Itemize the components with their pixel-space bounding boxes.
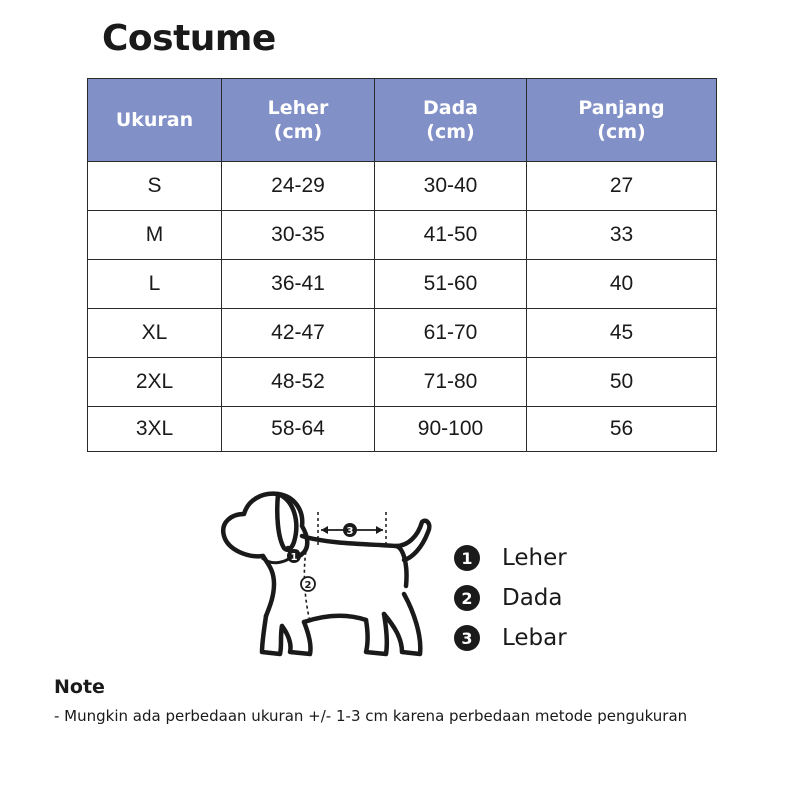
header-neck: Leher (cm) <box>222 79 375 162</box>
table-header-row <box>88 79 717 162</box>
cell-length: 45 <box>527 309 717 358</box>
dog-outline-icon <box>223 494 429 654</box>
cell-neck: 48-52 <box>222 358 375 407</box>
cell-length: 40 <box>527 260 717 309</box>
svg-text:2: 2 <box>304 580 312 591</box>
page-title: Costume <box>102 18 276 59</box>
legend-item-neck <box>454 538 567 578</box>
table-row <box>88 260 717 309</box>
dog-measurement-diagram <box>218 486 438 666</box>
cell-neck: 58-64 <box>222 407 375 452</box>
svg-text:1: 1 <box>290 552 298 563</box>
cell-size: 3XL <box>88 407 222 452</box>
cell-size: L <box>88 260 222 309</box>
cell-length: 56 <box>527 407 717 452</box>
table-row <box>88 358 717 407</box>
header-chest: Dada (cm) <box>375 79 527 162</box>
cell-length: 27 <box>527 162 717 211</box>
marker-neck <box>287 549 301 563</box>
size-chart-table <box>87 78 717 452</box>
legend-item-length <box>454 618 567 658</box>
svg-text:3: 3 <box>346 526 354 537</box>
cell-size: M <box>88 211 222 260</box>
table-row <box>88 407 717 452</box>
marker-length <box>343 523 357 537</box>
cell-length: 33 <box>527 211 717 260</box>
cell-neck: 36-41 <box>222 260 375 309</box>
note-title: Note <box>54 676 105 698</box>
number-three-icon: 3 <box>454 625 480 651</box>
cell-neck: 30-35 <box>222 211 375 260</box>
cell-size: S <box>88 162 222 211</box>
cell-size: XL <box>88 309 222 358</box>
note-text: - Mungkin ada perbedaan ukuran +/- 1-3 cm karena perbedaan metode pengukuran <box>54 707 688 725</box>
header-size: Ukuran <box>88 79 222 162</box>
legend-label: Leher <box>502 545 567 571</box>
marker-chest <box>301 577 315 591</box>
header-length: Panjang (cm) <box>527 79 717 162</box>
number-two-icon: 2 <box>454 585 480 611</box>
table-row <box>88 309 717 358</box>
cell-chest: 30-40 <box>375 162 527 211</box>
cell-chest: 61-70 <box>375 309 527 358</box>
legend-label: Dada <box>502 585 563 611</box>
legend-item-chest <box>454 578 567 618</box>
number-one-icon: 1 <box>454 545 480 571</box>
measurement-legend <box>454 538 567 658</box>
legend-label: Lebar <box>502 625 567 651</box>
cell-chest: 51-60 <box>375 260 527 309</box>
cell-size: 2XL <box>88 358 222 407</box>
table-row <box>88 211 717 260</box>
cell-neck: 42-47 <box>222 309 375 358</box>
cell-chest: 90-100 <box>375 407 527 452</box>
cell-length: 50 <box>527 358 717 407</box>
cell-chest: 41-50 <box>375 211 527 260</box>
cell-neck: 24-29 <box>222 162 375 211</box>
cell-chest: 71-80 <box>375 358 527 407</box>
table-row <box>88 162 717 211</box>
